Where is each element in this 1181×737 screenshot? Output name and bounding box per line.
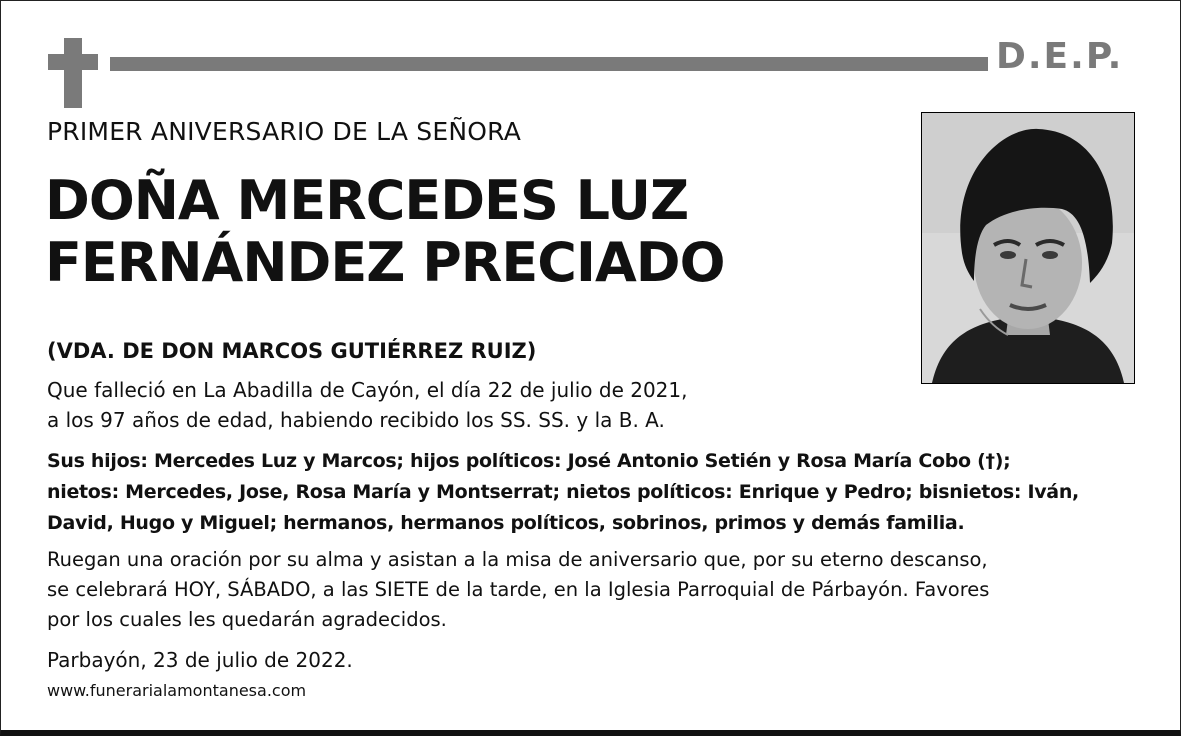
deceased-name	[45, 170, 725, 294]
portrait-illustration	[922, 113, 1134, 383]
header-rule	[110, 57, 988, 71]
family-list-line: David, Hugo y Miguel; hermanos, hermanos políticos, sobrinos, primos y demás familia.	[47, 512, 965, 534]
mass-request-line: por los cuales les quedarán agradecidos.	[47, 608, 447, 631]
death-details-line: a los 97 años de edad, habiendo recibido los SS. SS. y la B. A.	[47, 408, 665, 432]
portrait-photo	[921, 112, 1135, 384]
death-details-line: Que falleció en La Abadilla de Cayón, el día 22 de julio de 2021,	[47, 378, 688, 402]
death-details	[47, 375, 688, 435]
deceased-name-line-1: DOÑA MERCEDES LUZ	[45, 169, 689, 232]
cross-vertical-bar	[64, 38, 82, 108]
family-list-line: Sus hijos: Mercedes Luz y Marcos; hijos políticos: José Antonio Setién y Rosa María Cobo (†);	[47, 450, 1011, 472]
notice-subtitle: PRIMER ANIVERSARIO DE LA SEÑORA	[47, 117, 521, 146]
deceased-name-line-2: FERNÁNDEZ PRECIADO	[45, 231, 725, 294]
family-list-line: nietos: Mercedes, Jose, Rosa María y Montserrat; nietos políticos: Enrique y Pedro; bisnietos: Iván,	[47, 481, 1079, 503]
place-date: Parbayón, 23 de julio de 2022.	[47, 648, 353, 672]
widow-of-line: (VDA. DE DON MARCOS GUTIÉRREZ RUIZ)	[47, 339, 537, 363]
mass-request-line: se celebrará HOY, SÁBADO, a las SIETE de la tarde, en la Iglesia Parroquial de Párbayón. Favores	[47, 578, 990, 601]
mass-request-line: Ruegan una oración por su alma y asistan a la misa de aniversario que, por su eterno descanso,	[47, 548, 988, 571]
dep-badge: D.E.P.	[996, 36, 1124, 77]
mass-request	[47, 545, 1157, 635]
family-list	[47, 446, 1147, 539]
cross-horizontal-bar	[48, 54, 98, 70]
website-link[interactable]: www.funerarialamontanesa.com	[47, 681, 307, 700]
